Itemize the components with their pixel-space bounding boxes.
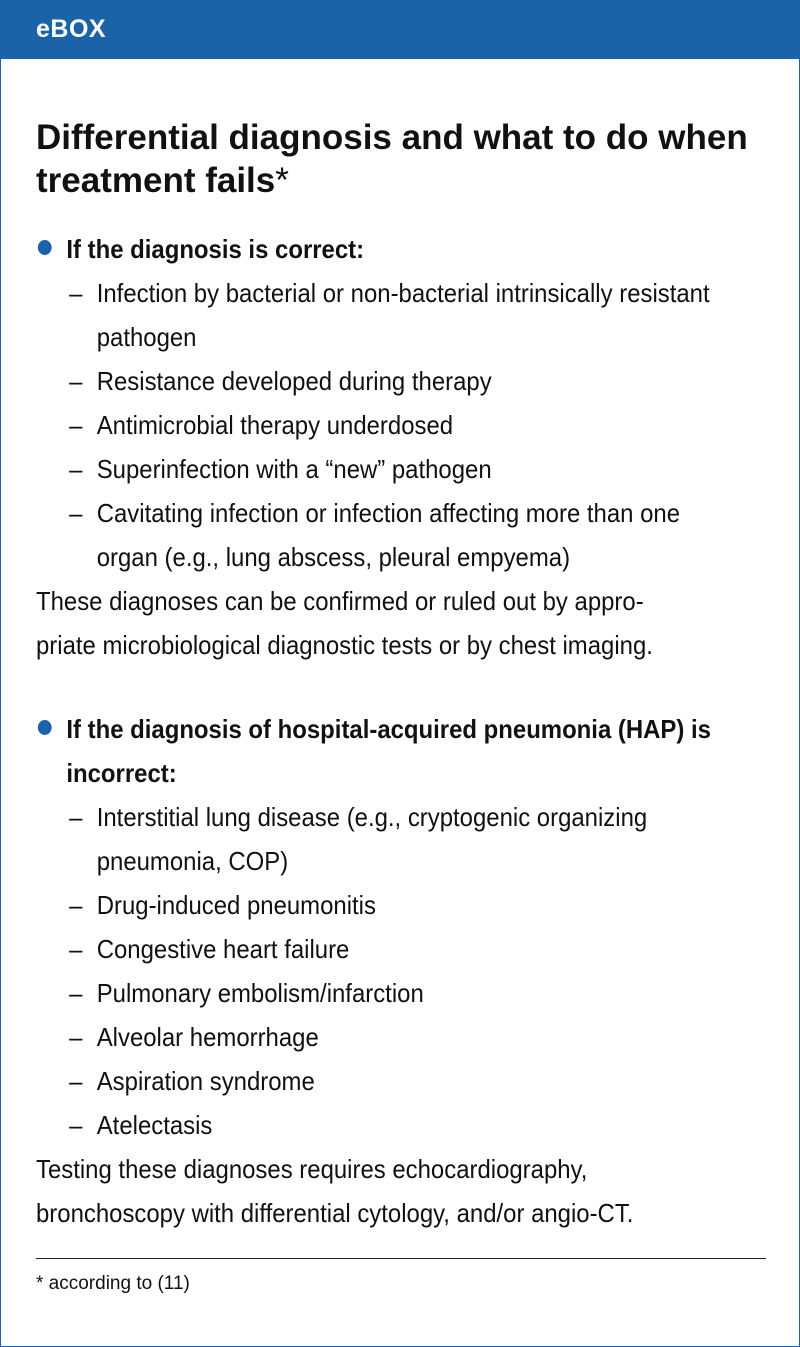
dash-icon: –	[69, 410, 83, 440]
cause-list	[36, 795, 776, 1147]
box-title-text: Differential diagnosis and what to do when treatment fails	[36, 118, 748, 200]
bullet-dot-icon	[38, 240, 52, 255]
dash-icon: –	[69, 366, 83, 396]
section-heading-text: If the diagnosis is correct:	[66, 234, 365, 264]
list-item	[36, 1103, 717, 1147]
ebox-header-label: eBOX	[36, 15, 107, 43]
section-heading	[36, 227, 717, 271]
list-item	[36, 1059, 717, 1103]
dash-icon: –	[69, 454, 83, 484]
section-heading	[36, 707, 717, 795]
list-item-text: Aspiration syndrome	[96, 1066, 315, 1096]
list-item	[36, 359, 717, 403]
list-item	[36, 971, 717, 1015]
dash-icon: –	[69, 978, 83, 1008]
dash-icon: –	[69, 802, 83, 832]
cause-list	[36, 271, 776, 579]
list-item	[36, 403, 717, 447]
section-note-line: bronchoscopy with differential cytology, and/or angio-CT.	[36, 1198, 634, 1228]
list-item-text: Resistance developed during therapy	[96, 366, 492, 396]
list-item-text: Drug-induced pneumonitis	[96, 890, 376, 920]
dash-icon: –	[69, 1110, 83, 1140]
ebox-header	[1, 1, 799, 59]
list-item-text: Pulmonary embolism/infarction	[96, 978, 424, 1008]
list-item-text: Superinfection with a “new” pathogen	[96, 454, 492, 484]
list-item	[36, 927, 717, 971]
dash-icon: –	[69, 1066, 83, 1096]
section-note-line: Testing these diagnoses requires echocardiography,	[36, 1154, 588, 1184]
list-item-text: Cavitating infection or infection affecting more than one organ (e.g., lung abscess, pleural empyema)	[96, 498, 681, 572]
list-item	[36, 883, 717, 927]
footnote: * according to (11)	[36, 1273, 190, 1294]
list-item-text: Antimicrobial therapy underdosed	[96, 410, 454, 440]
section-note-line: priate microbiological diagnostic tests or by chest imaging.	[36, 630, 653, 660]
footnote-divider	[36, 1258, 766, 1259]
section-diagnosis-incorrect	[36, 707, 776, 1235]
list-item	[36, 271, 717, 359]
list-item	[36, 795, 717, 883]
section-diagnosis-correct	[36, 227, 776, 667]
dash-icon: –	[69, 934, 83, 964]
list-item	[36, 447, 717, 491]
list-item-text: Congestive heart failure	[96, 934, 350, 964]
list-item	[36, 491, 717, 579]
dash-icon: –	[69, 1022, 83, 1052]
list-item-text: Infection by bacterial or non-bacterial intrinsically resistant pathogen	[96, 278, 710, 352]
dash-icon: –	[69, 278, 83, 308]
list-item-text: Interstitial lung disease (e.g., cryptogenic organizing pneumonia, COP)	[96, 802, 648, 876]
bullet-dot-icon	[38, 720, 52, 735]
dash-icon: –	[69, 498, 83, 528]
box-title-footnote-marker: *	[275, 161, 289, 200]
section-heading-text: If the diagnosis of hospital-acquired pneumonia (HAP) is incorrect:	[66, 714, 711, 788]
list-item-text: Alveolar hemorrhage	[96, 1022, 319, 1052]
list-item	[36, 1015, 717, 1059]
section-note-line: These diagnoses can be confirmed or ruled out by appro-	[36, 586, 644, 616]
list-item-text: Atelectasis	[96, 1110, 213, 1140]
dash-icon: –	[69, 890, 83, 920]
box-title	[36, 116, 776, 202]
